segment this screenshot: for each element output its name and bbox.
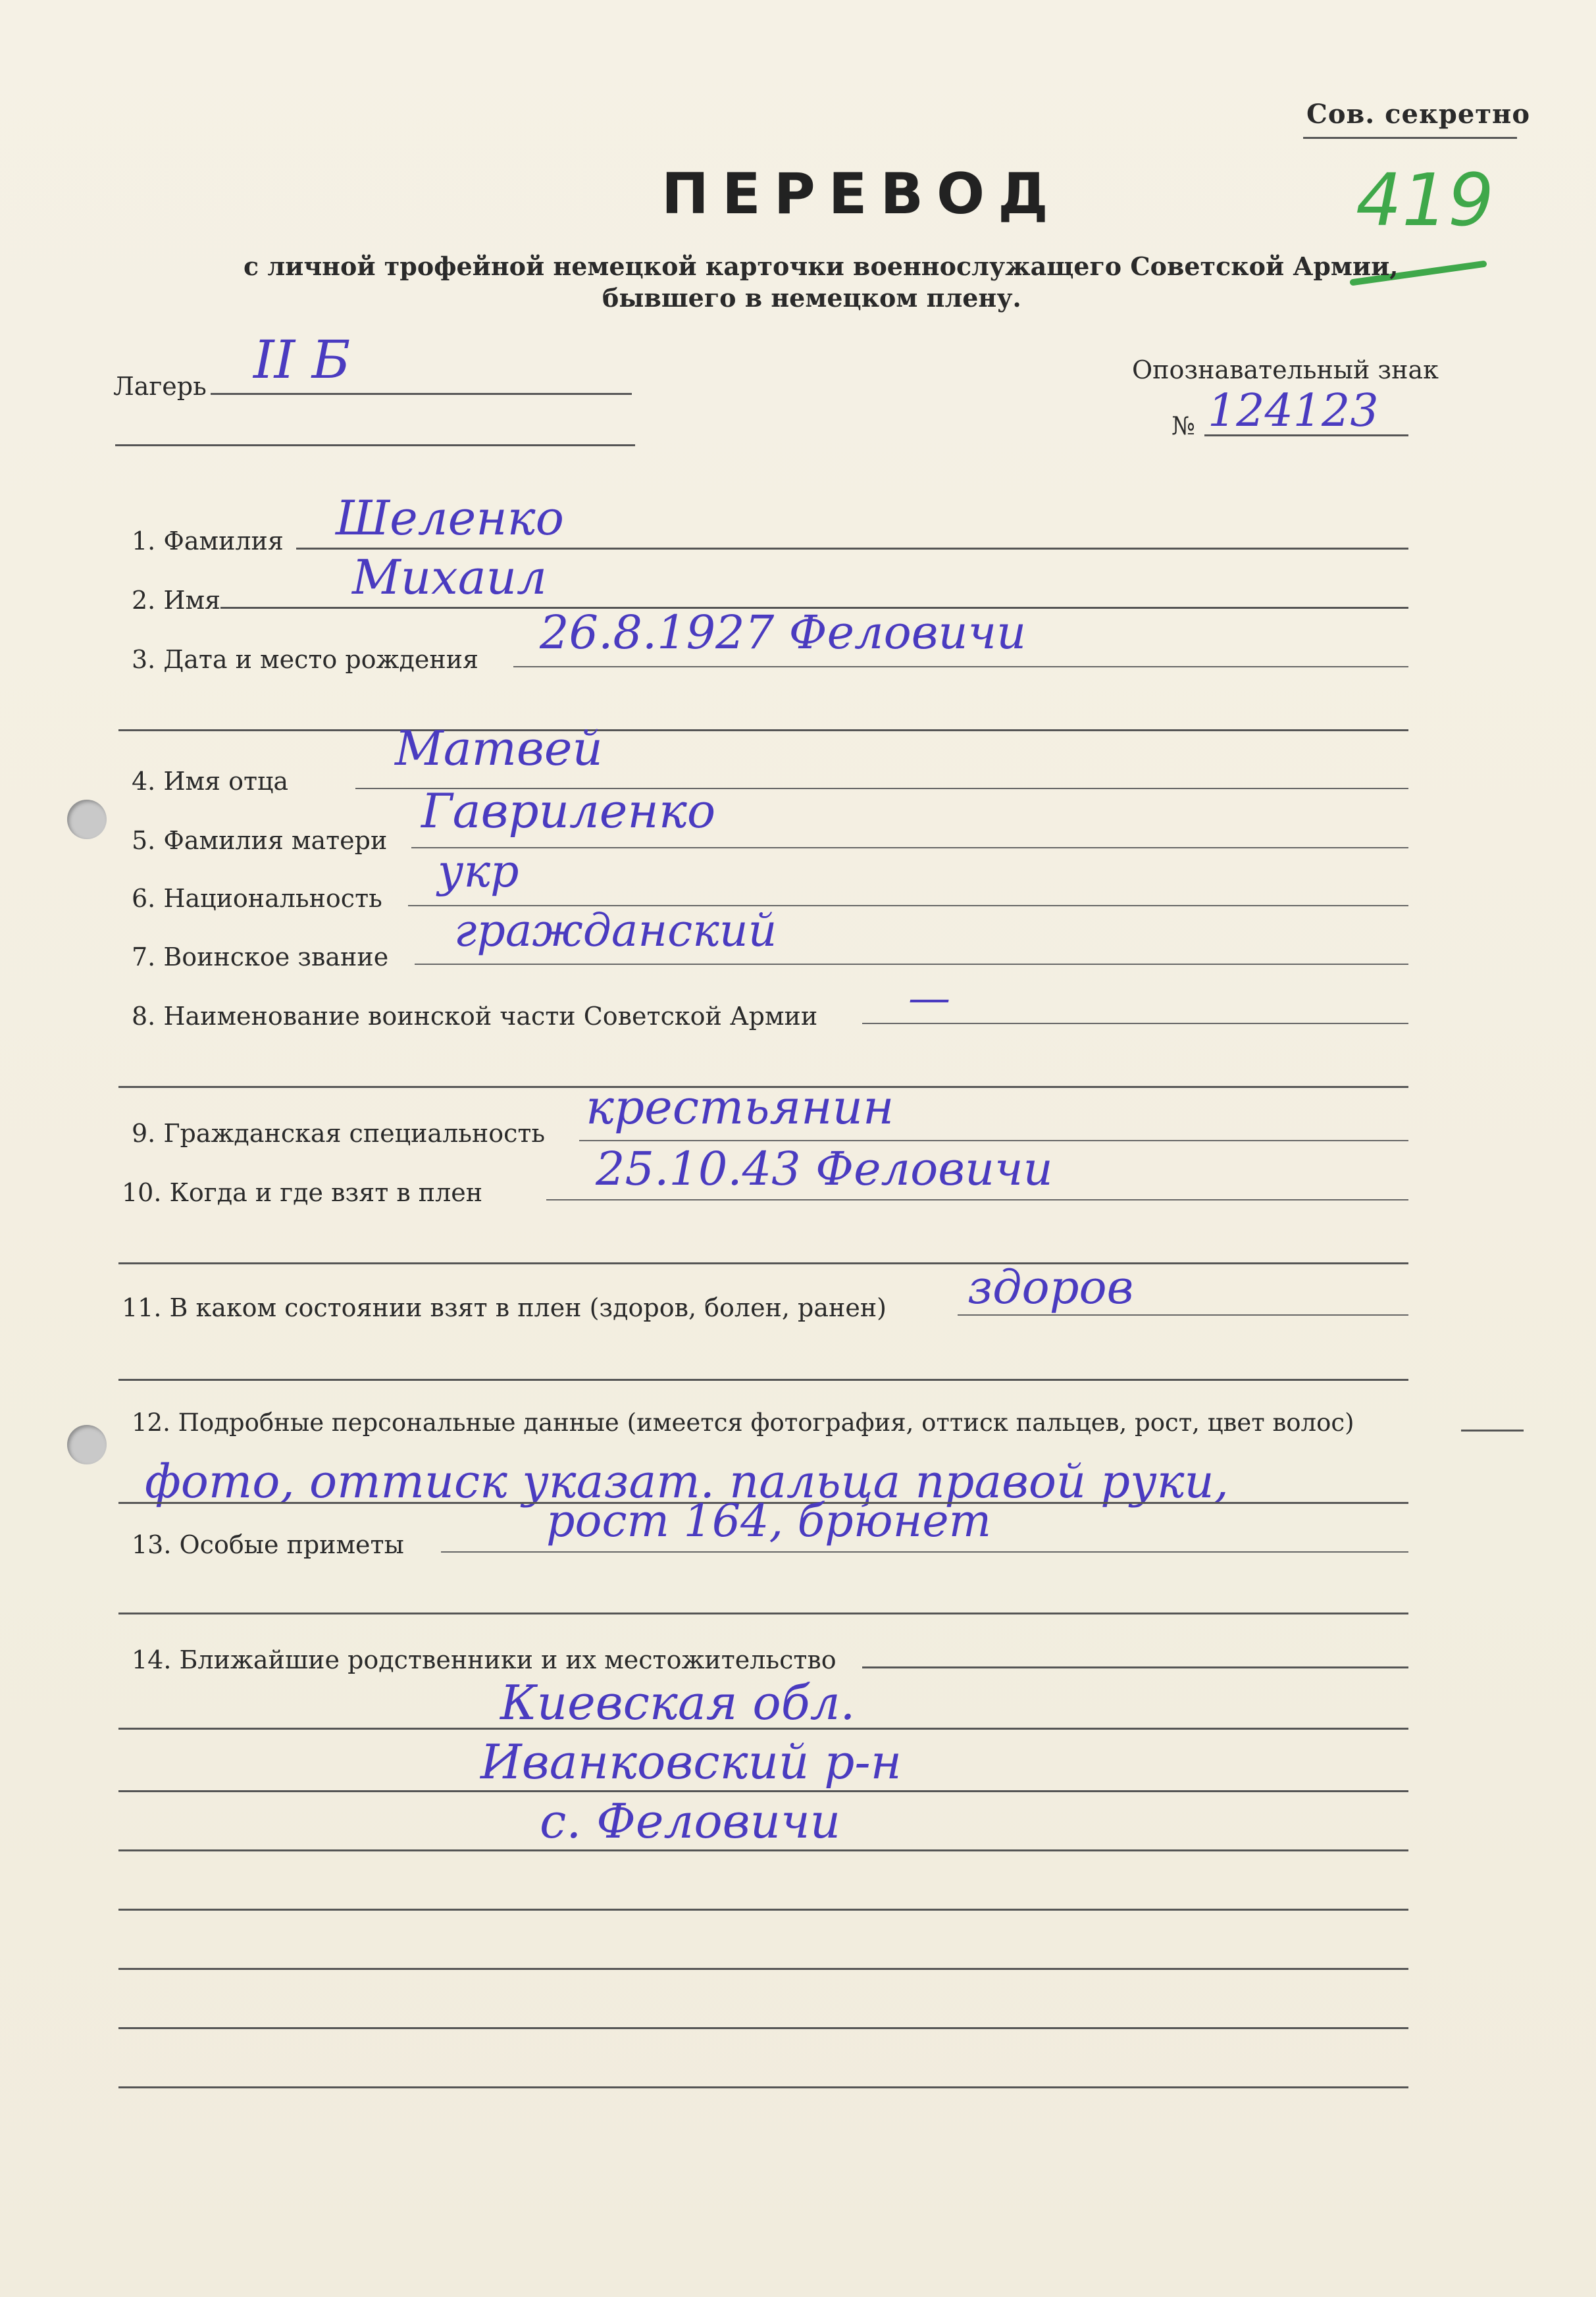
subtitle-line-2: бывшего в немецком плену. <box>602 283 1021 313</box>
condition-line <box>958 1314 1408 1316</box>
relatives-line-b <box>118 1790 1408 1792</box>
relatives-label: 14. Ближайшие родственники и их местожительство <box>132 1645 837 1674</box>
relatives-line-f <box>118 2027 1408 2029</box>
camp-line <box>211 393 632 395</box>
civil-specialty-value: крестьянин <box>586 1079 894 1135</box>
subtitle-line-1: с личной трофейной немецкой карточки военнослужащего Советской Армии, <box>244 251 1399 281</box>
relatives-line-g <box>118 2086 1408 2088</box>
captured-line <box>546 1199 1408 1200</box>
id-tag-number-label: № <box>1171 411 1195 440</box>
page-title: ПЕРЕВОД <box>661 161 1062 227</box>
punch-hole-top <box>67 800 107 839</box>
punch-hole-bottom <box>67 1425 107 1464</box>
first-name-value: Михаил <box>352 550 547 605</box>
classification-underline <box>1303 137 1517 139</box>
special-marks-label: 13. Особые приметы <box>132 1530 404 1559</box>
birth-value: 26.8.1927 Феловичи <box>540 606 1027 659</box>
rank-line <box>415 964 1408 965</box>
nationality-label: 6. Национальность <box>132 884 382 913</box>
unit-label: 8. Наименование воинской части Советской Армии <box>132 1002 818 1031</box>
nationality-value: укр <box>438 846 519 898</box>
relatives-line-d <box>118 1909 1408 1911</box>
unit-value: — <box>908 974 950 1023</box>
surname-value: Шеленко <box>336 490 564 546</box>
rank-value: гражданский <box>454 905 777 957</box>
condition-label: 11. В каком состоянии взят в плен (здоров, болен, ранен) <box>122 1293 887 1322</box>
special-marks-line <box>441 1551 1408 1553</box>
relatives-line-c <box>118 1849 1408 1851</box>
mother-surname-label: 5. Фамилия матери <box>132 826 388 855</box>
camp-label: Лагерь <box>113 372 207 401</box>
captured-line-2 <box>118 1262 1408 1264</box>
civil-specialty-label: 9. Гражданская специальность <box>132 1119 546 1148</box>
relatives-line-e <box>118 1968 1408 1970</box>
captured-label: 10. Когда и где взят в плен <box>122 1178 483 1207</box>
mother-surname-value: Гавриленко <box>421 783 716 839</box>
personal-data-label: 12. Подробные персональные данные (имеется фотография, оттиск пальцев, рост, цвет волос) <box>132 1408 1354 1437</box>
captured-value: 25.10.43 Феловичи <box>596 1142 1053 1196</box>
id-tag-label: Опознавательный знак <box>1132 355 1439 384</box>
relatives-line-a <box>118 1728 1408 1730</box>
father-name-value: Матвей <box>395 721 603 776</box>
special-marks-value: рост 164, брюнет <box>546 1495 992 1547</box>
archive-number: 419 <box>1356 158 1494 242</box>
birth-line <box>513 666 1408 667</box>
condition-line-2 <box>118 1379 1408 1381</box>
surname-label: 1. Фамилия <box>132 527 284 555</box>
birth-label: 3. Дата и место рождения <box>132 645 479 674</box>
rank-label: 7. Воинское звание <box>132 942 389 971</box>
camp-line-2 <box>115 444 635 446</box>
personal-data-line <box>1461 1430 1524 1432</box>
unit-line <box>862 1023 1408 1024</box>
special-marks-line-2 <box>118 1613 1408 1614</box>
father-name-label: 4. Имя отца <box>132 767 289 796</box>
personal-data-value: фото, оттиск указат. пальца правой руки, <box>145 1455 1229 1509</box>
camp-value: II Б <box>253 329 351 390</box>
id-tag-value: 124123 <box>1208 385 1379 437</box>
relatives-line-2-value: Иванковский р-н <box>480 1734 902 1790</box>
mother-surname-line <box>411 847 1408 848</box>
civil-specialty-line <box>579 1140 1408 1141</box>
classification-mark: Сов. секретно <box>1306 99 1531 130</box>
relatives-line-3-value: с. Феловичи <box>540 1794 841 1849</box>
condition-value: здоров <box>967 1260 1134 1314</box>
first-name-label: 2. Имя <box>132 586 221 615</box>
relatives-line-1-value: Киевская обл. <box>500 1675 856 1730</box>
birth-line-2 <box>118 729 1408 731</box>
relatives-line <box>862 1666 1408 1668</box>
